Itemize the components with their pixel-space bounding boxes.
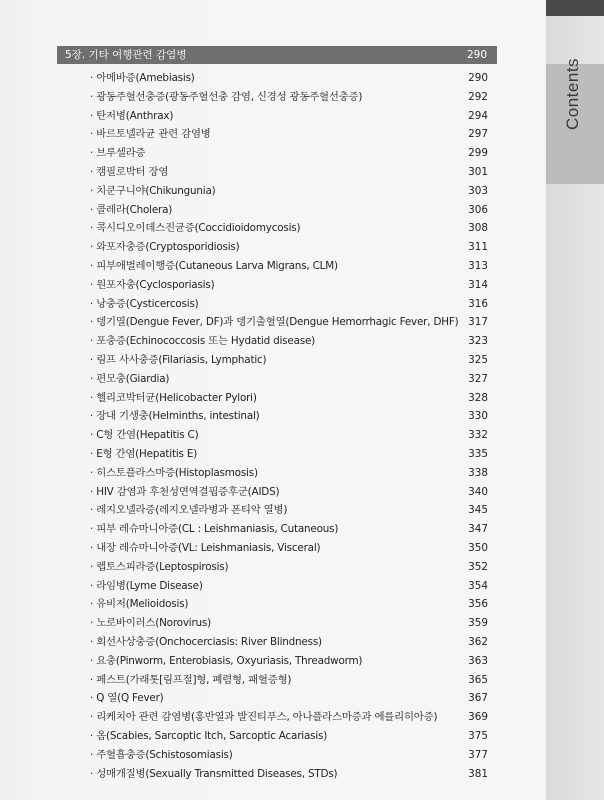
toc-entry-page: 292 — [468, 90, 488, 103]
toc-entry-title: · 요충(Pinworm, Enterobiasis, Oxyuriasis, Threadworm) — [90, 654, 363, 667]
toc-entry-title: · 레지오넬라증(레지오넬라병과 폰티악 열병) — [90, 504, 288, 517]
toc-entry-page: 299 — [468, 147, 488, 160]
toc-entry-title: · 편모충(Giardia) — [90, 372, 170, 385]
toc-entry-page: 377 — [468, 748, 488, 761]
toc-entry-page: 354 — [468, 579, 488, 592]
toc-entry-page: 375 — [468, 730, 488, 742]
toc-entry — [90, 89, 488, 105]
toc-entry — [90, 728, 488, 744]
toc-entry-title: · 피부애벌레이행증(Cutaneous Larva Migrans, CLM) — [90, 260, 338, 272]
toc-entry — [90, 183, 488, 199]
toc-entry-title: · 옴(Scabies, Sarcoptic Itch, Sarcoptic Acariasis) — [90, 730, 328, 742]
toc-entry — [90, 126, 488, 142]
toc-entry-title: · 장내 기생충(Helminths, intestinal) — [90, 410, 260, 423]
toc-entry-page: 367 — [468, 692, 488, 705]
side-tab-label: Contents — [563, 57, 582, 130]
toc-entry — [90, 484, 488, 500]
toc-entry — [90, 446, 488, 462]
toc-entry-page: 332 — [468, 429, 488, 442]
toc-entry-page: 311 — [468, 241, 488, 254]
toc-entry — [90, 634, 488, 650]
toc-entry — [90, 747, 488, 763]
toc-entry-title: · 내장 레슈마니아증(VL: Leishmaniasis, Visceral) — [90, 542, 321, 554]
toc-entry-page: 328 — [468, 391, 488, 404]
toc-entry-page: 338 — [468, 466, 488, 479]
toc-entry-page: 359 — [468, 617, 488, 630]
toc-entry-title: · HIV 감염과 후천성면역결핍증후군(AIDS) — [90, 485, 280, 498]
toc-entry — [90, 408, 488, 424]
toc-entry-page: 306 — [468, 203, 488, 216]
toc-entry-title: · E형 간염(Hepatitis E) — [90, 448, 198, 460]
toc-entry-page: 330 — [468, 410, 488, 423]
toc-entry-title: · 노로바이러스(Norovirus) — [90, 617, 211, 630]
toc-entry — [90, 465, 488, 481]
toc-entry — [90, 70, 488, 86]
toc-entry-title: · 캠필로박터 장염 — [90, 166, 169, 178]
toc-entry-page: 350 — [468, 542, 488, 554]
toc-entry-page: 314 — [468, 278, 488, 291]
toc-entry — [90, 690, 488, 706]
toc-entry-title: · 브루셀라증 — [90, 147, 146, 160]
toc-entry-page: 303 — [468, 184, 488, 197]
toc-entry-page: 381 — [468, 767, 488, 780]
toc-entry-page: 365 — [468, 673, 488, 686]
toc-entry-title: · 낭충증(Cysticercosis) — [90, 297, 199, 310]
toc-entry — [90, 164, 488, 180]
toc-entry — [90, 427, 488, 443]
toc-entry — [90, 709, 488, 725]
toc-entry — [90, 277, 488, 293]
toc-entry-title: · 바르토넬라균 관련 감염병 — [90, 128, 211, 141]
toc-entry-page: 317 — [468, 316, 488, 329]
toc-entry-title: · 치쿤구니야(Chikungunia) — [90, 184, 216, 197]
toc-entry — [90, 314, 488, 330]
toc-entry — [90, 596, 488, 612]
toc-entry-page: 308 — [468, 222, 488, 235]
toc-entry-page: 369 — [468, 711, 488, 724]
toc-entry-title: · 콜레라(Cholera) — [90, 203, 173, 216]
toc-entry-title: · 광동주혈선충증(광동주혈선충 감염, 신경성 광동주혈선충증) — [90, 90, 363, 103]
toc-entry-title: · 리케치아 관련 감염병(홍반열과 발진티푸스, 아나플라스마증과 에를리히아증) — [90, 711, 438, 724]
toc-entry — [90, 615, 488, 631]
toc-entry-page: 294 — [468, 109, 488, 122]
toc-entry-page: 340 — [468, 485, 488, 498]
toc-entry — [90, 258, 488, 274]
toc-entry-page: 356 — [468, 598, 488, 611]
toc-entry-title: · C형 간염(Hepatitis C) — [90, 429, 199, 442]
toc-entry-title: · 원포자충(Cyclosporiasis) — [90, 278, 215, 291]
toc-entry-page: 327 — [468, 372, 488, 385]
toc-entry-title: · 렙토스피라증(Leptospirosis) — [90, 560, 229, 573]
side-tab-top-strip — [546, 0, 604, 16]
toc-entry-page: 363 — [468, 654, 488, 667]
toc-entry-title: · 포충증(Echinococcosis 또는 Hydatid disease) — [90, 335, 316, 348]
toc-entry — [90, 559, 488, 575]
toc-entry-title: · 라임병(Lyme Disease) — [90, 579, 203, 592]
chapter-title: 5장. 기타 여행관련 감염병 — [65, 49, 187, 61]
toc-entry-title: · 콕시디오이데스진균증(Coccidioidomycosis) — [90, 222, 301, 235]
toc-entry-title: · 성매개질병(Sexually Transmitted Diseases, STDs) — [90, 767, 338, 780]
toc-entry — [90, 521, 488, 537]
toc-entry-page: 301 — [468, 166, 488, 178]
toc-entry-page: 290 — [468, 72, 488, 84]
toc-entry-page: 325 — [468, 354, 488, 366]
toc-entry — [90, 766, 488, 782]
toc-entry-title: · 림프 사사충증(Filariasis, Lymphatic) — [90, 354, 267, 366]
toc-entry — [90, 108, 488, 124]
toc-entry-title: · 히스토플라스마증(Histoplasmosis) — [90, 466, 258, 479]
toc-entry — [90, 540, 488, 556]
chapter-header — [57, 46, 497, 64]
toc-entry — [90, 202, 488, 218]
toc-entry-title: · 피부 레슈마니아증(CL : Leishmaniasis, Cutaneous) — [90, 523, 339, 536]
toc-entry-title: · Q 열(Q Fever) — [90, 692, 164, 705]
toc-entry-page: 313 — [468, 260, 488, 272]
toc-entry — [90, 371, 488, 387]
toc-entry — [90, 296, 488, 312]
toc-entry — [90, 239, 488, 255]
toc-entry-title: · 주혈흡충증(Schistosomiasis) — [90, 748, 233, 761]
toc-entry-page: 323 — [468, 335, 488, 348]
toc-entry-page: 345 — [468, 504, 488, 517]
toc-entry-page: 297 — [468, 128, 488, 141]
toc-entry-title: · 페스트(가래톳[림프절]형, 폐렴형, 패혈증형) — [90, 673, 292, 686]
toc-entry — [90, 672, 488, 688]
toc-entry-title: · 탄저병(Anthrax) — [90, 109, 174, 122]
toc-entry — [90, 333, 488, 349]
side-tab — [546, 0, 604, 800]
toc-entry — [90, 502, 488, 518]
toc-entry — [90, 352, 488, 368]
toc-entry-page: 335 — [468, 448, 488, 460]
toc-entry-page: 316 — [468, 297, 488, 310]
toc-entry-page: 352 — [468, 560, 488, 573]
toc-entry-title: · 헬리코박터균(Helicobacter Pylori) — [90, 391, 257, 404]
toc-entry — [90, 220, 488, 236]
toc-entry-title: · 와포자충증(Cryptosporidiosis) — [90, 241, 240, 254]
toc-entry — [90, 578, 488, 594]
toc-entry-title: · 뎅기열(Dengue Fever, DF)과 뎅기출혈열(Dengue Hemorrhagic Fever, DHF) — [90, 316, 459, 329]
toc-entry-title: · 유비저(Melioidosis) — [90, 598, 189, 611]
toc-entry-page: 347 — [468, 523, 488, 536]
toc-entry — [90, 390, 488, 406]
toc-entry-title: · 아메바증(Amebiasis) — [90, 72, 195, 84]
toc-entry-title: · 회선사상충증(Onchocerciasis: River Blindness) — [90, 636, 322, 648]
toc-entry-page: 362 — [468, 636, 488, 648]
chapter-page-number: 290 — [466, 49, 487, 61]
toc-entry — [90, 653, 488, 669]
toc-entry — [90, 145, 488, 161]
